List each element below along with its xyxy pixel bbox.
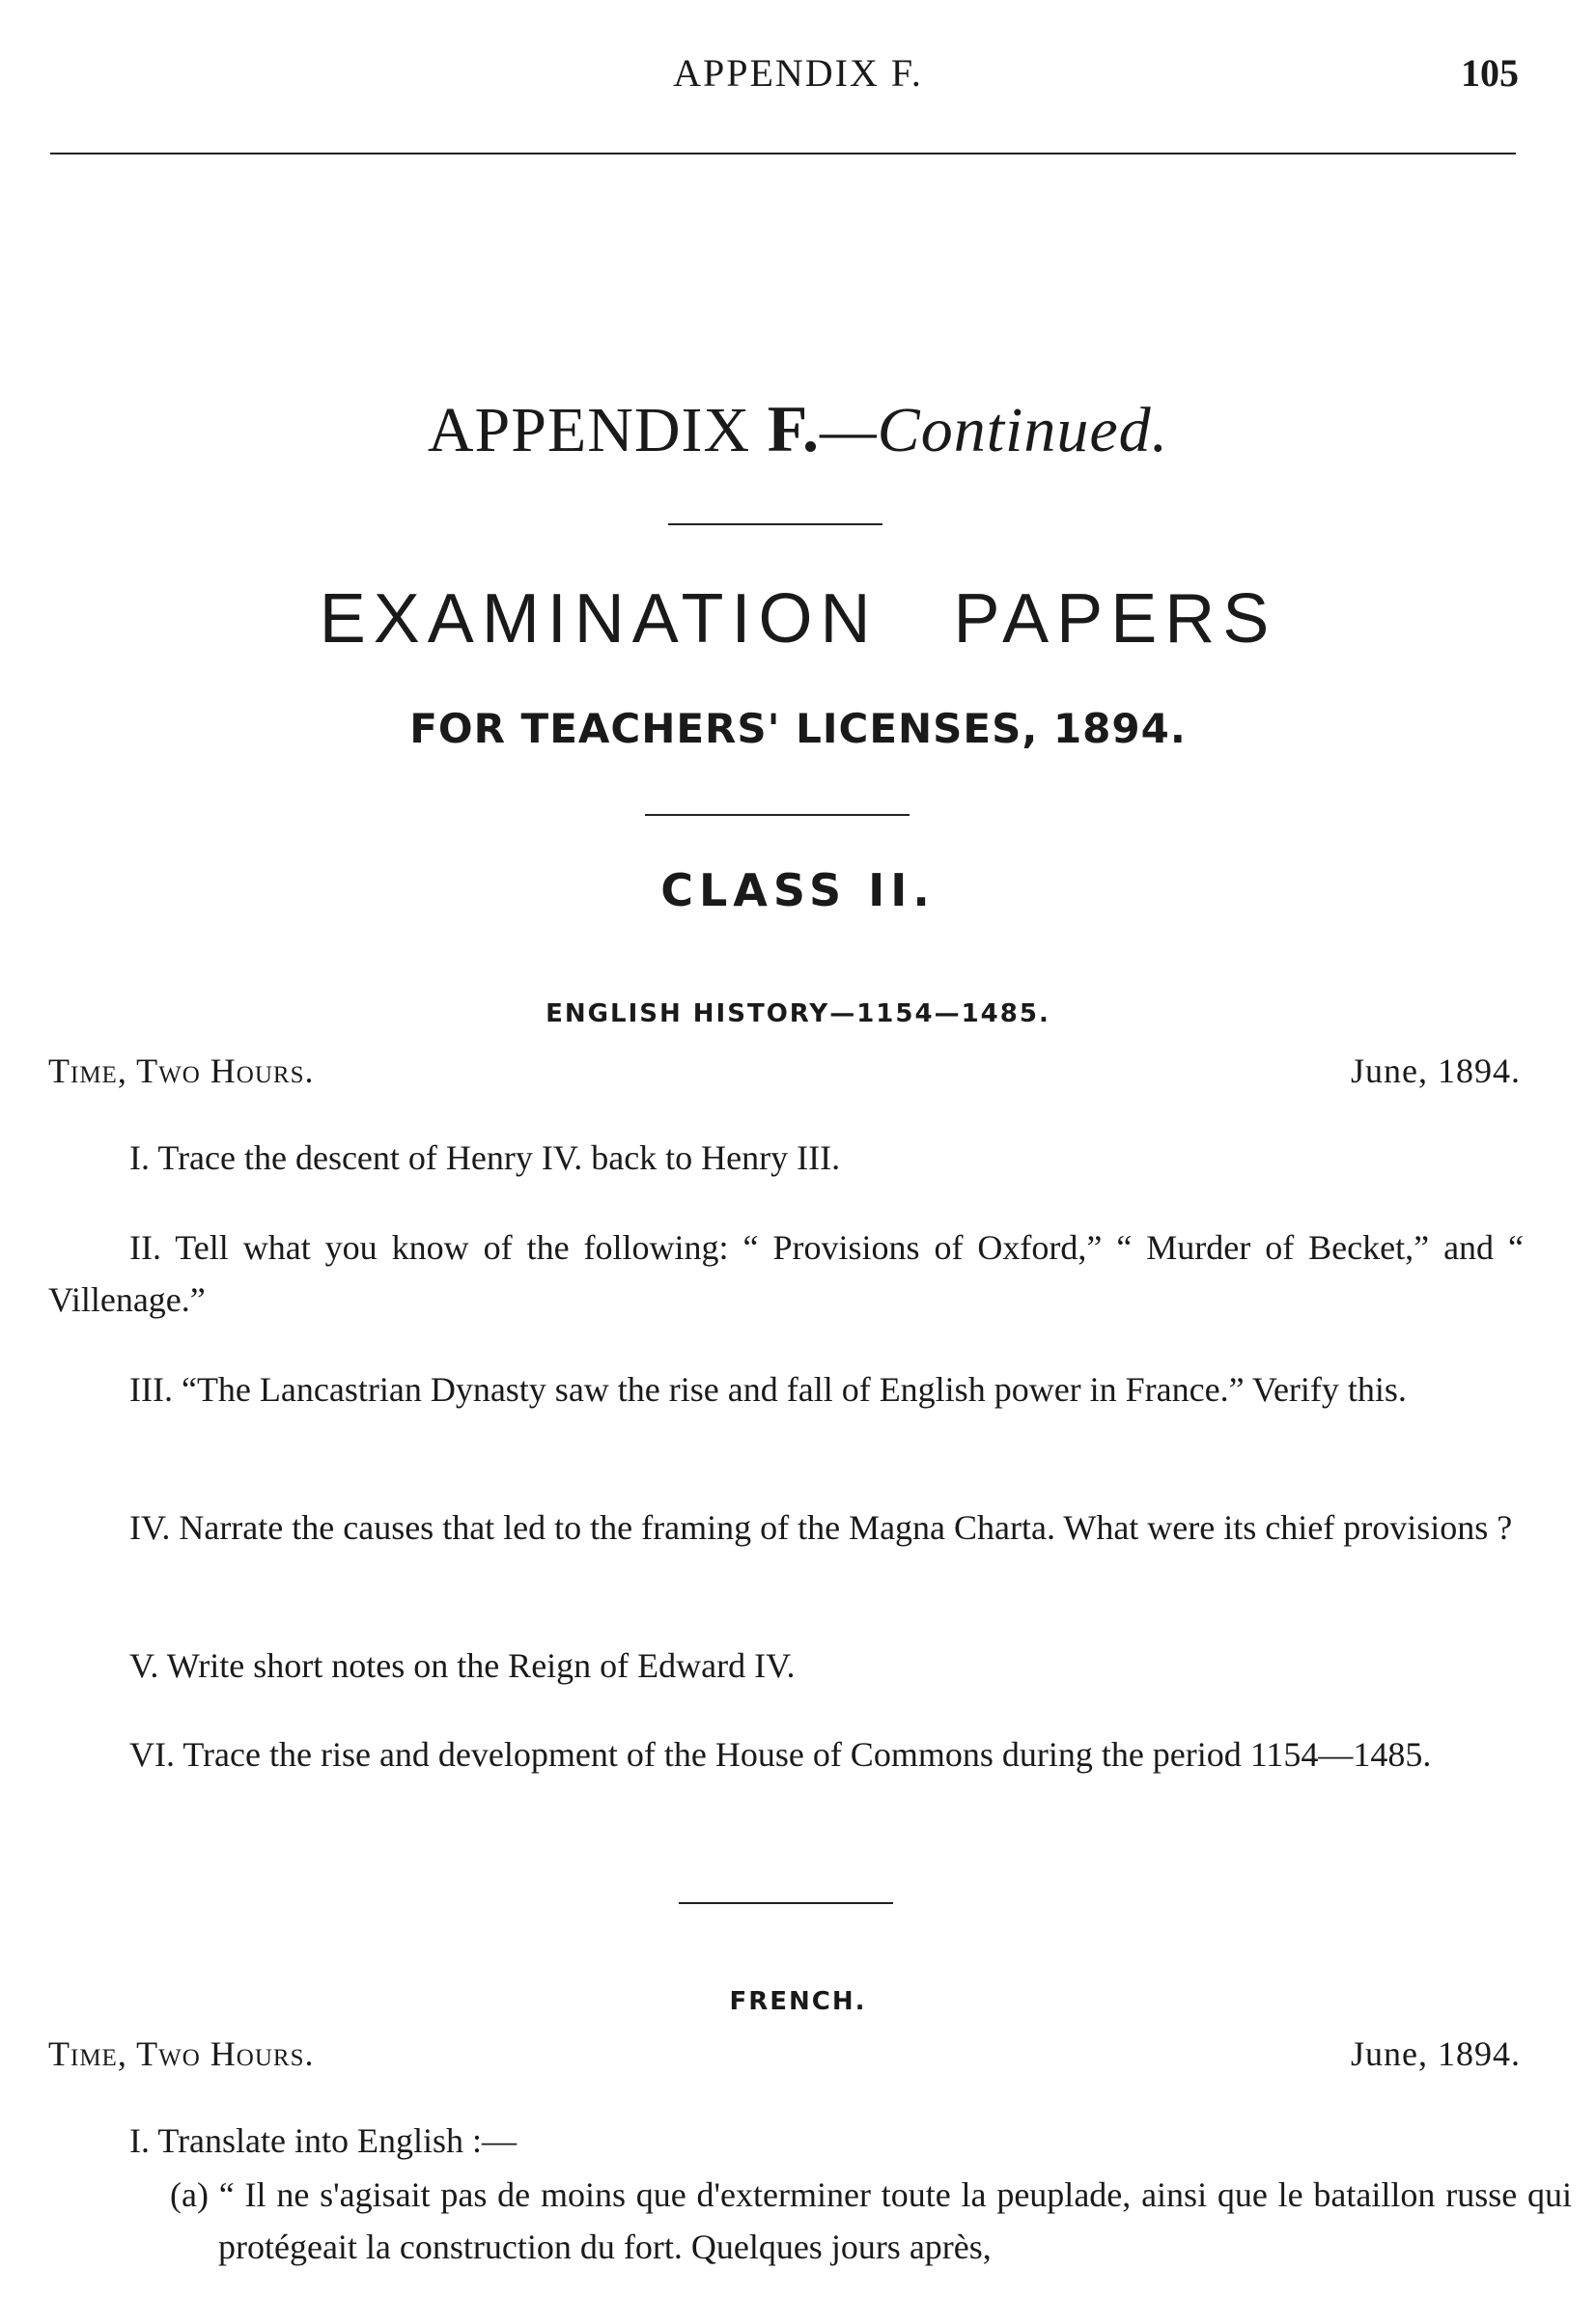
question-1: I. Translate into English :— <box>129 2121 518 2160</box>
header-rule <box>50 153 1516 154</box>
subject-heading-history: ENGLISH HISTORY—1154—1485. <box>546 999 1050 1028</box>
class-heading: CLASS II. <box>660 864 936 916</box>
divider <box>645 814 910 816</box>
time-label: Time, Two Hours. <box>48 1051 315 1090</box>
divider <box>668 523 882 525</box>
question-2: II. Tell what you know of the following: “ Provisions of Oxford,” “ Murder of Becket,” and “ Villenage.” <box>48 1228 1524 1319</box>
title-appendix: APPENDIX <box>427 395 751 465</box>
time-label: Time, Two Hours. <box>48 2034 315 2073</box>
question-3: III. “The Lancastrian Dynasty saw the rise and fall of English power in France.” Verify this. <box>129 1370 1407 1409</box>
question-1: I. Trace the descent of Henry IV. back to Henry III. <box>129 1138 841 1177</box>
title-continued: —Continued. <box>819 395 1169 465</box>
title-letter: F. <box>767 392 820 465</box>
date-label: June, 1894. <box>1351 1051 1521 1090</box>
subject-heading-french: FRENCH. <box>729 1987 867 2016</box>
question-6: VI. Trace the rise and development of the House of Commons during the period 1154—1485. <box>129 1735 1432 1774</box>
page-title <box>0 391 1596 467</box>
subtitle: FOR TEACHERS' LICENSES, 1894. <box>409 705 1187 752</box>
exam-title: EXAMINATION PAPERS <box>319 580 1277 658</box>
date-label: June, 1894. <box>1351 2034 1521 2073</box>
question-5: V. Write short notes on the Reign of Edward IV. <box>129 1646 796 1685</box>
running-header-title: APPENDIX F. <box>673 51 923 95</box>
page-number: 105 <box>1461 51 1519 95</box>
question-4: IV. Narrate the causes that led to the framing of the Magna Charta. What were its chief provisions ? <box>129 1508 1513 1547</box>
divider <box>679 1902 893 1904</box>
sub-item-a: (a) “ Il ne s'agisait pas de moins que d'exterminer toute la peuplade, ainsi que le bataillon russe qui protégeait la construction du fort. Quelques jours après, <box>170 2175 1572 2266</box>
